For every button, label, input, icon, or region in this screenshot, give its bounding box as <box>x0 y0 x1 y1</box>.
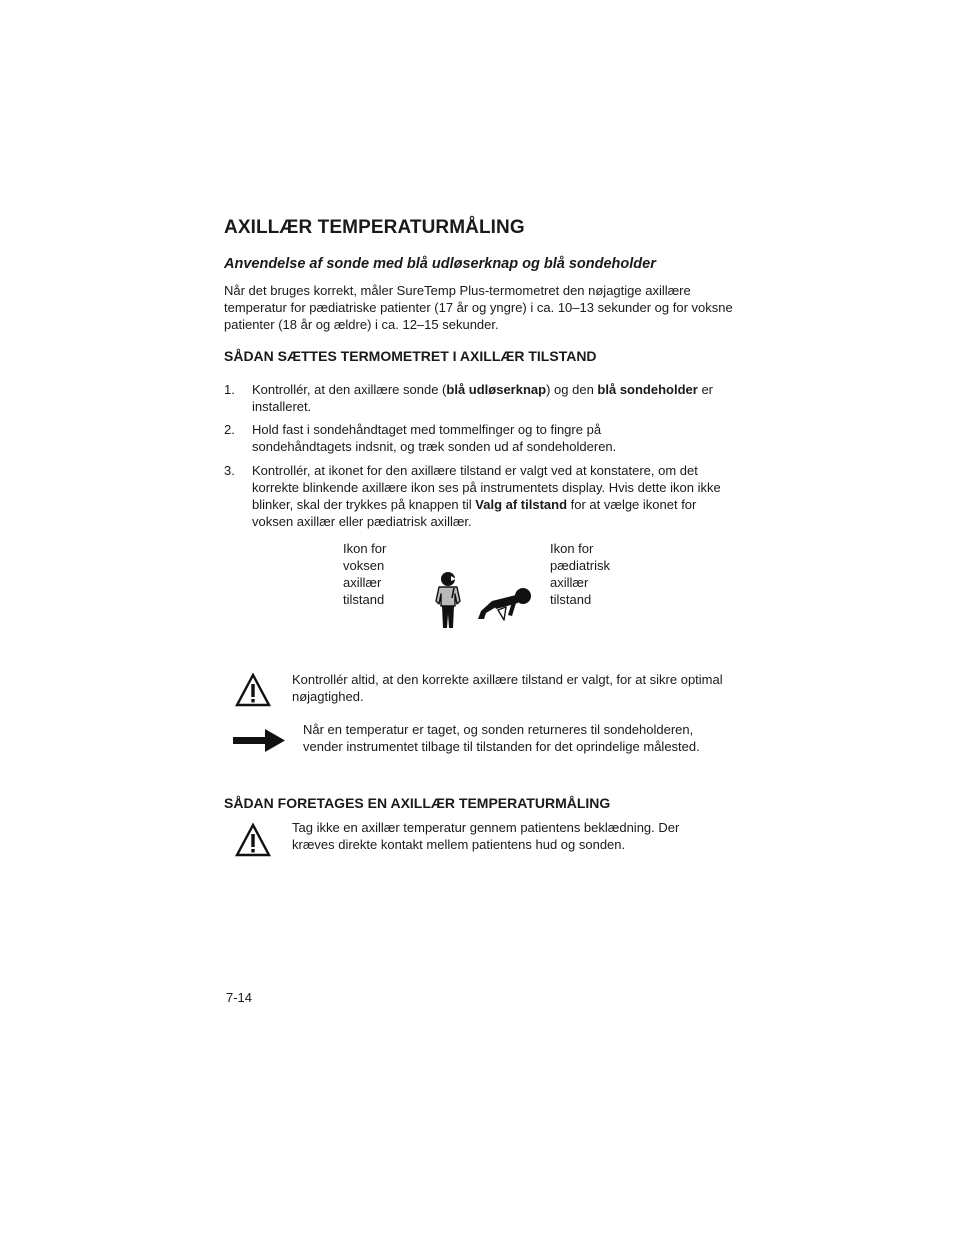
step-bold-holder: blå sondeholder <box>597 382 698 397</box>
adult-axillary-figure-icon <box>430 570 466 630</box>
step-item-1: Kontrollér, at den axillære sonde (blå udløserknap) og den blå sondeholder er installeret. <box>252 382 713 414</box>
page-number: 7-14 <box>226 990 253 1005</box>
step-item-2: Hold fast i sondehåndtaget med tommelfinger og to fingre på sondehåndtagets indsnit, og træk sonden ud af sondeholderen. <box>252 422 617 454</box>
child-icon-label: Ikon for pædiatrisk axillær tilstand <box>550 541 610 607</box>
intro-paragraph: Når det bruges korrekt, måler SureTemp Plus-termometret den nøjagtige axillære temperatur for pædiatriske patienter (17 år og yngre) i ca. 10–13 sekunder og for voksne patienter (18 år og ældre) i ca. 12–15 sekunder. <box>224 283 733 332</box>
section-heading-measurement: SÅDAN FORETAGES EN AXILLÆR TEMPERATURMÅLING <box>224 795 611 811</box>
adult-icon-label: Ikon for voksen axillær tilstand <box>343 541 387 607</box>
caution-text-clothing: Tag ikke en axillær temperatur gennem patientens beklædning. Der kræves direkte kontakt mellem patientens hud og sonden. <box>292 820 680 852</box>
step-bold-probe: blå udløserknap <box>446 382 547 397</box>
step-bold-mode-button: Valg af tilstand <box>475 497 568 512</box>
step-number: 2. <box>224 422 235 437</box>
crawling-child-icon <box>476 585 534 623</box>
step-number: 3. <box>224 463 235 478</box>
page-subtitle: Anvendelse af sonde med blå udløserknap og blå sondeholder <box>224 256 656 272</box>
note-text-return: Når en temperatur er taget, og sonden returneres til sondeholderen, vender instrumentet tilbage til tilstanden for det oprindelige målested. <box>303 722 700 754</box>
step-number: 1. <box>224 382 235 397</box>
warning-triangle-icon <box>234 822 272 858</box>
section-heading-mode: SÅDAN SÆTTES TERMOMETRET I AXILLÆR TILSTAND <box>224 348 597 364</box>
caution-text-mode: Kontrollér altid, at den korrekte axillære tilstand er valgt, for at sikre optimal nøjagtighed. <box>292 672 723 704</box>
right-arrow-icon <box>232 728 286 752</box>
step-item-3: Kontrollér, at ikonet for den axillære tilstand er valgt ved at konstatere, om det korrekte blinkende axillære ikon ses på instrumentets display. Hvis dette ikon ikke blinker, skal der trykkes på knappen til Valg af tilstand for at vælge ikonet for voksen axillær eller pædiatrisk axillær. <box>252 463 721 529</box>
warning-triangle-icon <box>234 672 272 708</box>
page-title: AXILLÆR TEMPERATURMÅLING <box>224 217 525 238</box>
